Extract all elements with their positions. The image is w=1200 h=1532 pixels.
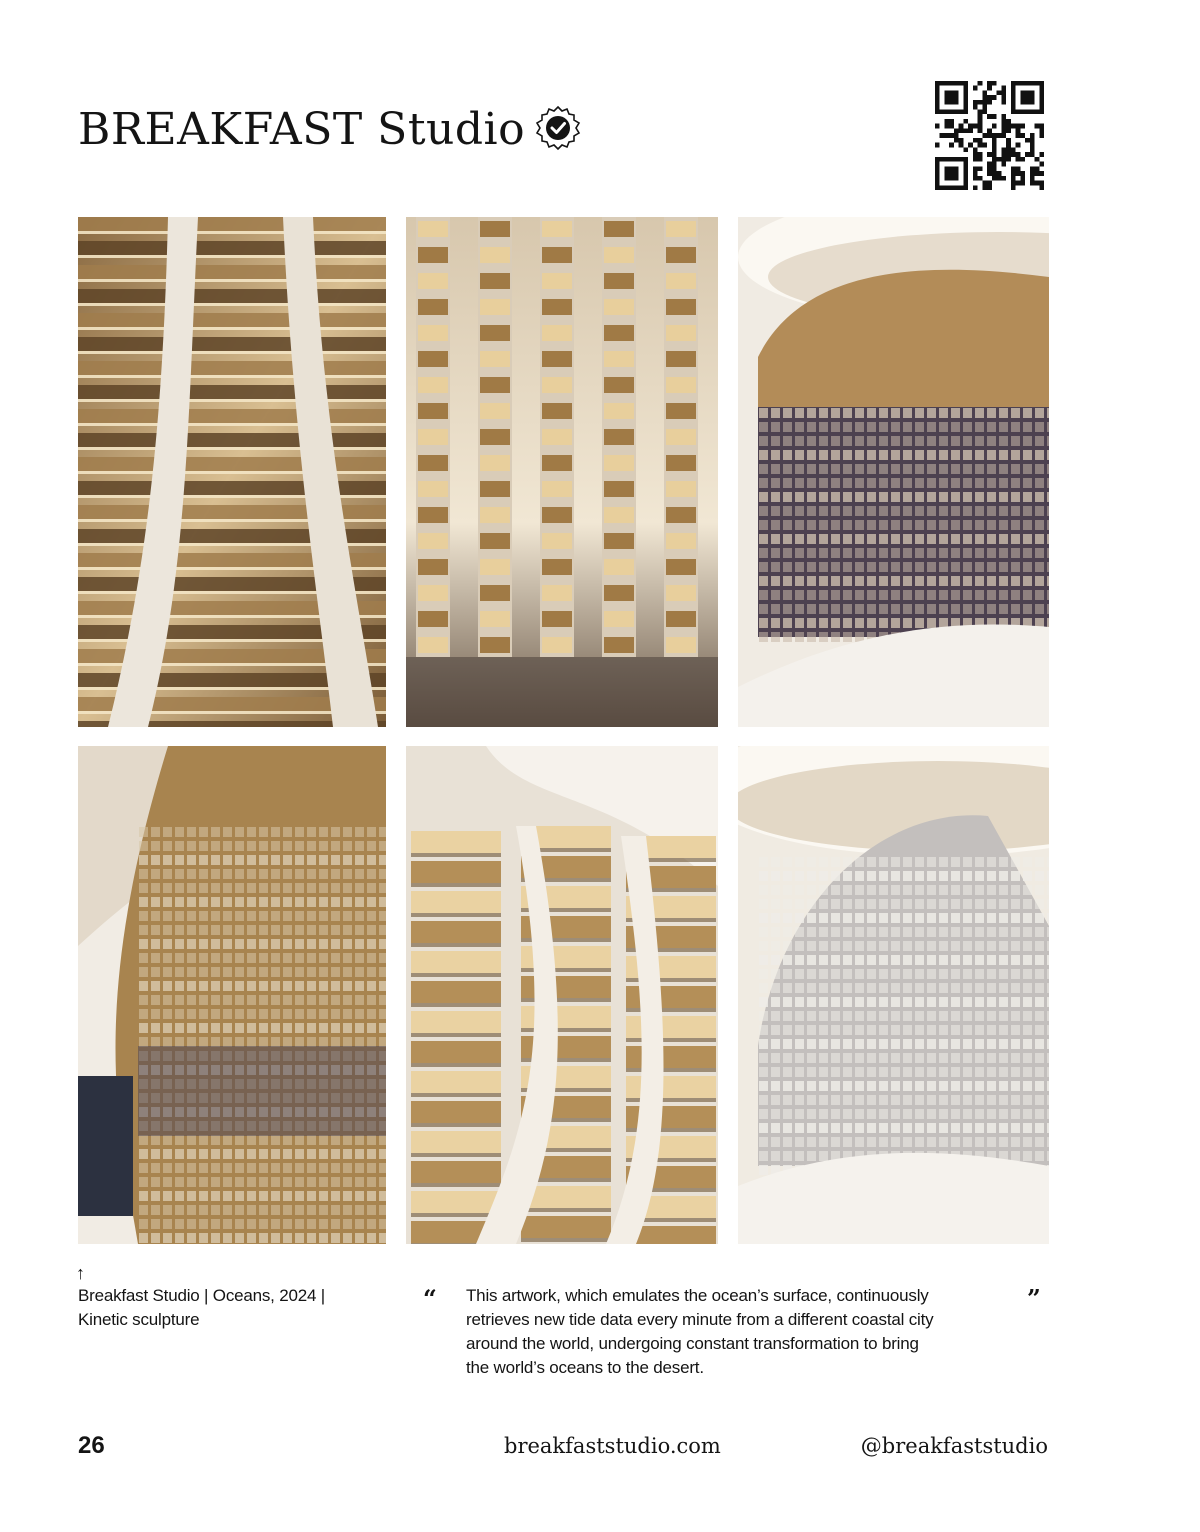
sculpture-photo-6	[738, 746, 1049, 1244]
website-link[interactable]: breakfaststudio.com	[504, 1434, 721, 1458]
caption-arrow: ↑	[76, 1263, 85, 1283]
quote-line: the world’s oceans to the desert.	[466, 1358, 704, 1377]
sculpture-photo-2	[406, 217, 718, 727]
sculpture-photo-4	[78, 746, 386, 1244]
photo-caption	[78, 1284, 378, 1332]
sculpture-photo-1	[78, 217, 386, 727]
artwork-quote	[466, 1284, 1011, 1380]
social-handle-link[interactable]: @breakfaststudio	[860, 1434, 1048, 1458]
sculpture-photo-5	[406, 746, 718, 1244]
page-title: BREAKFAST Studio	[78, 104, 526, 155]
page-number: 26	[78, 1432, 105, 1459]
quote-line: around the world, undergoing constant transformation to bring	[466, 1334, 919, 1353]
verified-check-icon	[535, 105, 581, 151]
quote-line: retrieves new tide data every minute from a different coastal city	[466, 1310, 934, 1329]
qr-code-icon[interactable]	[930, 76, 1049, 195]
quote-line: This artwork, which emulates the ocean’s surface, continuously	[466, 1286, 929, 1305]
sculpture-photo-3	[738, 217, 1049, 727]
caption-line: Kinetic sculpture	[78, 1310, 200, 1329]
quote-close-mark: ”	[1027, 1284, 1041, 1313]
quote-open-mark: “	[423, 1284, 437, 1313]
caption-line: Breakfast Studio | Oceans, 2024 |	[78, 1286, 325, 1305]
